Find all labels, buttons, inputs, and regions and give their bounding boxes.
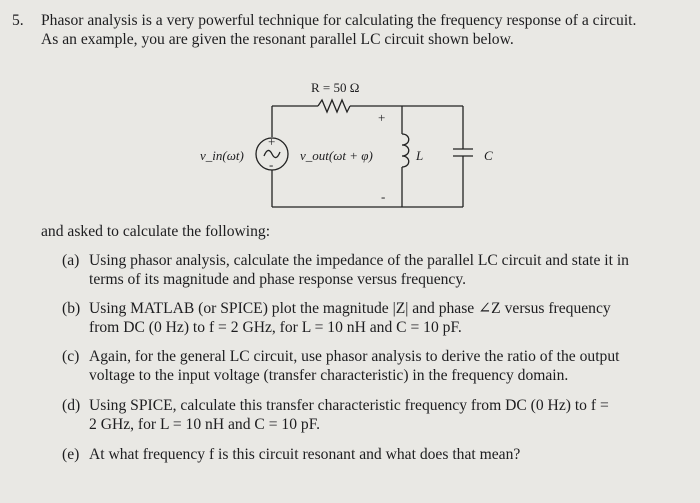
item-a-line-1: Using phasor analysis, calculate the impedance of the parallel LC circuit and state it in bbox=[89, 252, 629, 269]
item-d-label: (d) bbox=[62, 397, 81, 414]
inductor-label: L bbox=[416, 148, 424, 163]
item-b-line-2: from DC (0 Hz) to f = 2 GHz, for L = 10 nH and C = 10 pF. bbox=[89, 319, 462, 336]
resistor-symbol bbox=[318, 100, 350, 112]
item-e-label: (e) bbox=[62, 446, 80, 463]
item-e-line-1: At what frequency f is this circuit resonant and what does that mean? bbox=[89, 446, 521, 463]
resistor-label: R = 50 Ω bbox=[311, 80, 360, 95]
asked-text: and asked to calculate the following: bbox=[41, 223, 271, 240]
item-c-line-2: voltage to the input voltage (transfer characteristic) in the frequency domain. bbox=[89, 367, 569, 384]
output-minus-sign: - bbox=[381, 189, 386, 204]
inductor-symbol bbox=[402, 134, 409, 167]
intro-line-1: Phasor analysis is a very powerful technique for calculating the frequency response of a circuit. bbox=[41, 12, 637, 29]
item-c-label: (c) bbox=[62, 348, 80, 365]
item-a-label: (a) bbox=[62, 252, 80, 269]
item-d-line-2: 2 GHz, for L = 10 nH and C = 10 pF. bbox=[89, 416, 321, 433]
item-c-line-1: Again, for the general LC circuit, use phasor analysis to derive the ratio of the output bbox=[89, 348, 620, 365]
item-d-line-1: Using SPICE, calculate this transfer characteristic frequency from DC (0 Hz) to f = bbox=[89, 397, 609, 414]
intro-line-2: As an example, you are given the resonant parallel LC circuit shown below. bbox=[41, 31, 514, 48]
output-voltage-label: v_out(ωt + φ) bbox=[300, 148, 373, 163]
item-b-label: (b) bbox=[62, 300, 81, 317]
output-plus-sign: + bbox=[378, 110, 386, 125]
source-plus-sign: + bbox=[268, 134, 276, 149]
capacitor-label: C bbox=[484, 148, 493, 163]
item-b-line-1: Using MATLAB (or SPICE) plot the magnitude |Z| and phase ∠Z versus frequency bbox=[89, 300, 611, 317]
item-a-line-2: terms of its magnitude and phase response versus frequency. bbox=[89, 271, 467, 288]
source-label: v_in(ωt) bbox=[200, 148, 244, 163]
problem-number: 5. bbox=[12, 12, 24, 29]
source-minus-sign: - bbox=[269, 157, 274, 172]
